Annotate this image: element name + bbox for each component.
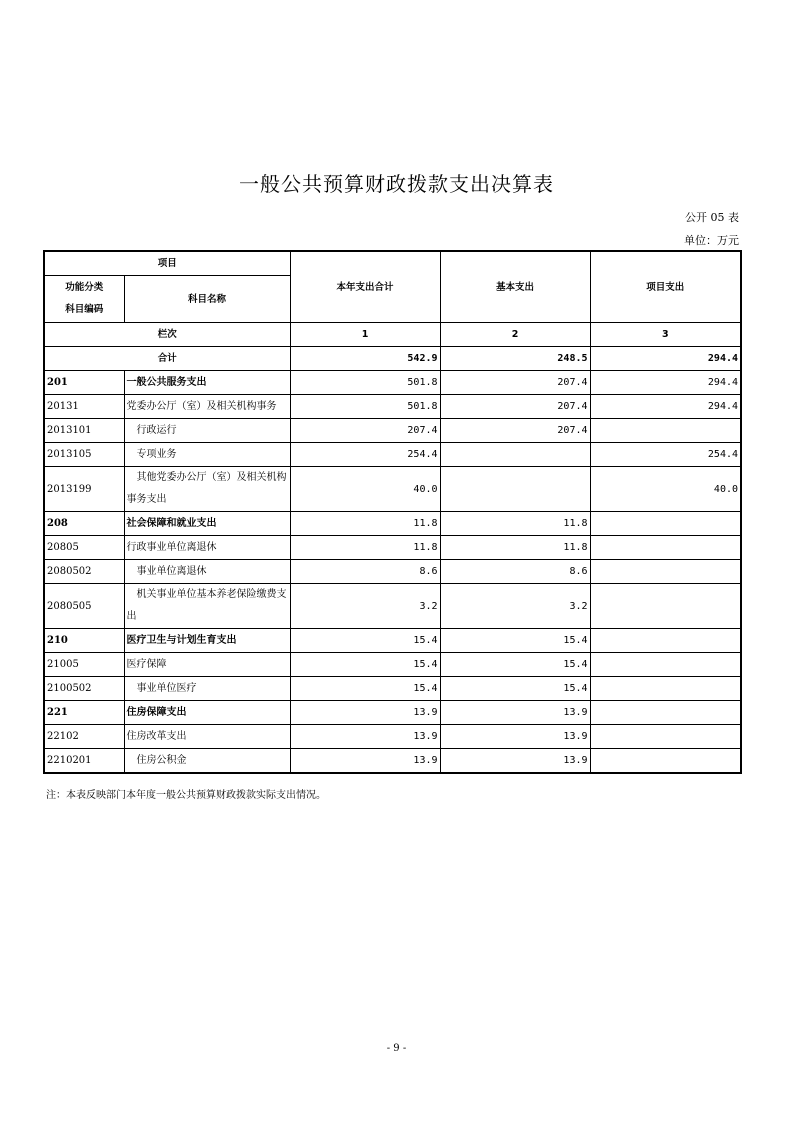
row-code: 2080502 [44,560,124,584]
table-row [44,629,741,653]
table-row [44,512,741,536]
total-amount: 542.9 [290,347,440,371]
row-code: 221 [44,701,124,725]
row-total: 501.8 [290,395,440,419]
table-row [44,701,741,725]
total-row [44,347,741,371]
row-name [124,677,290,701]
row-basic: 11.8 [440,536,590,560]
row-basic: 207.4 [440,419,590,443]
row-total: 11.8 [290,536,440,560]
header-func-code [44,276,124,323]
row-basic: 13.9 [440,749,590,774]
row-basic [440,443,590,467]
total-basic: 248.5 [440,347,590,371]
row-total: 15.4 [290,677,440,701]
table-row [44,371,741,395]
seq-2: 2 [440,323,590,347]
row-total: 15.4 [290,629,440,653]
row-total: 501.8 [290,371,440,395]
row-name-text: 其他党委办公厅（室）及相关机构事务支出 [126,472,287,505]
row-name-text: 事业单位离退休 [136,566,207,577]
row-name-text: 机关事业单位基本养老保险缴费支出 [126,589,287,622]
table-row [44,443,741,467]
header-row-1 [44,251,741,276]
header-func-code-line2: 科目编码 [65,304,104,315]
seq-row [44,323,741,347]
row-code: 2013101 [44,419,124,443]
row-total: 3.2 [290,584,440,629]
row-name [124,443,290,467]
row-name-text: 党委办公厅（室）及相关机构事务 [126,401,277,412]
row-basic: 13.9 [440,725,590,749]
row-project [590,677,741,701]
table-row [44,725,741,749]
row-total: 13.9 [290,701,440,725]
row-name [124,701,290,725]
header-func-code-line1: 功能分类 [65,282,104,293]
row-name-text: 社会保障和就业支出 [126,518,217,529]
row-name-text: 专项业务 [136,449,177,460]
row-code: 210 [44,629,124,653]
footnote: 注：本表反映部门本年度一般公共预算财政拨款实际支出情况。 [46,790,326,801]
table-row [44,419,741,443]
table-row [44,395,741,419]
row-total: 15.4 [290,653,440,677]
row-project: 40.0 [590,467,741,512]
row-code: 20131 [44,395,124,419]
table-row [44,560,741,584]
row-name [124,653,290,677]
row-basic: 15.4 [440,629,590,653]
row-project [590,749,741,774]
row-project [590,653,741,677]
page-number: - 9 - [386,1043,407,1054]
seq-3: 3 [590,323,741,347]
row-name [124,560,290,584]
row-name-text: 事业单位医疗 [136,683,197,694]
row-name [124,584,290,629]
header-col-basic: 基本支出 [440,251,590,323]
row-code: 2210201 [44,749,124,774]
row-project [590,419,741,443]
table-row [44,584,741,629]
seq-1: 1 [290,323,440,347]
row-name-text: 一般公共服务支出 [126,377,207,388]
header-subject-name: 科目名称 [124,276,290,323]
row-basic: 8.6 [440,560,590,584]
row-name [124,419,290,443]
row-project: 294.4 [590,371,741,395]
row-code: 20805 [44,536,124,560]
row-project [590,701,741,725]
row-name [124,467,290,512]
row-code: 2100502 [44,677,124,701]
seq-label: 栏次 [44,323,290,347]
row-total: 254.4 [290,443,440,467]
row-name [124,536,290,560]
row-project: 294.4 [590,395,741,419]
form-code: 公开 05 表 [685,211,739,224]
row-total: 207.4 [290,419,440,443]
row-name [124,371,290,395]
row-name-text: 行政运行 [136,425,177,436]
row-basic: 13.9 [440,701,590,725]
row-basic: 3.2 [440,584,590,629]
row-project [590,584,741,629]
table-row [44,467,741,512]
row-project [590,725,741,749]
row-basic: 207.4 [440,371,590,395]
row-name [124,749,290,774]
row-name [124,512,290,536]
table-row [44,749,741,774]
row-name [124,629,290,653]
row-code: 22102 [44,725,124,749]
row-project [590,629,741,653]
row-code: 208 [44,512,124,536]
row-basic: 15.4 [440,677,590,701]
row-project [590,560,741,584]
total-project: 294.4 [590,347,741,371]
header-project: 项目 [44,251,290,276]
row-basic: 207.4 [440,395,590,419]
row-name [124,725,290,749]
table-row [44,653,741,677]
row-project [590,536,741,560]
row-total: 13.9 [290,725,440,749]
row-name-text: 医疗卫生与计划生育支出 [126,635,237,646]
row-basic: 11.8 [440,512,590,536]
row-code: 2013199 [44,467,124,512]
total-label: 合计 [44,347,290,371]
row-basic: 15.4 [440,653,590,677]
row-code: 2013105 [44,443,124,467]
header-col-project: 项目支出 [590,251,741,323]
row-name-text: 住房改革支出 [126,731,187,742]
row-name-text: 医疗保障 [126,659,167,670]
table-row [44,677,741,701]
row-name-text: 住房公积金 [136,755,187,766]
row-code: 2080505 [44,584,124,629]
row-basic [440,467,590,512]
row-total: 8.6 [290,560,440,584]
row-project: 254.4 [590,443,741,467]
row-total: 13.9 [290,749,440,774]
row-total: 40.0 [290,467,440,512]
page-title: 一般公共预算财政拨款支出决算表 [239,172,554,196]
unit-label: 单位：万元 [684,234,739,247]
row-total: 11.8 [290,512,440,536]
row-code: 201 [44,371,124,395]
row-name-text: 行政事业单位离退休 [126,542,217,553]
expenditure-table [43,250,742,774]
row-project [590,512,741,536]
row-name [124,395,290,419]
table-row [44,536,741,560]
row-code: 21005 [44,653,124,677]
header-col-total: 本年支出合计 [290,251,440,323]
row-name-text: 住房保障支出 [126,707,187,718]
